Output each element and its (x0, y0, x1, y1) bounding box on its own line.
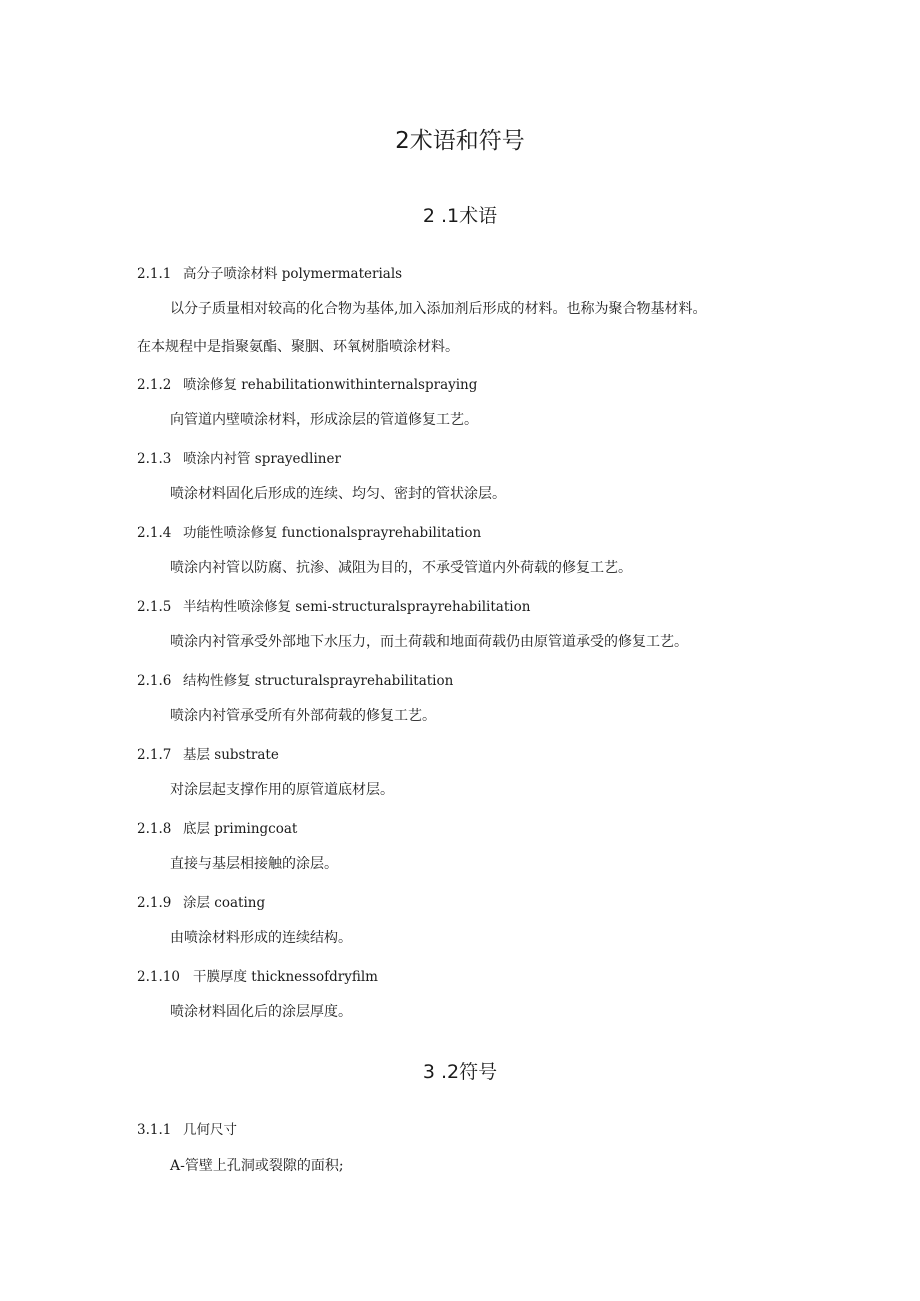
term-heading (137, 262, 402, 282)
term-definition: 喷涂材料固化后的涂层厚度。 (170, 1004, 352, 1020)
term-definition: 以分子质量相对较高的化合物为基体,加入添加剂后形成的材料。也称为聚合物基材料。 (170, 301, 707, 317)
section-title-terms: 2 .1术语 (422, 205, 498, 227)
term-label: 功能性喷涂修复 functionalsprayrehabilitation (183, 525, 482, 541)
term-definition: 对涂层起支撑作用的原管道底材层。 (170, 782, 394, 798)
term-number: 2.1.4 (137, 525, 172, 541)
term-number: 2.1.1 (137, 266, 172, 282)
term-label: 底层 primingcoat (183, 821, 298, 837)
term-number: 2.1.2 (137, 377, 172, 393)
term-heading (137, 891, 265, 911)
term-definition: 喷涂内衬管承受外部地下水压力，而土荷载和地面荷载仍由原管道承受的修复工艺。 (170, 634, 688, 650)
term-number: 2.1.10 (137, 969, 180, 985)
term-label: 干膜厚度 thicknessofdryfilm (193, 969, 378, 985)
term-definition: 喷涂内衬管承受所有外部荷载的修复工艺。 (170, 708, 436, 724)
term-number: 2.1.7 (137, 747, 172, 763)
term-heading (137, 669, 453, 689)
term-label: 高分子喷涂材料 polymermaterials (183, 266, 403, 282)
chapter-title: 2术语和符号 (395, 128, 525, 154)
term-definition: 向管道内壁喷涂材料，形成涂层的管道修复工艺。 (170, 412, 478, 428)
section-title-symbols: 3 .2符号 (422, 1061, 498, 1083)
term-number: 2.1.9 (137, 895, 172, 911)
term-number: 2.1.5 (137, 599, 172, 615)
term-number: 2.1.3 (137, 451, 172, 467)
term-heading (137, 595, 530, 615)
symbol-heading (137, 1118, 237, 1138)
term-heading (137, 373, 477, 393)
term-definition-continued: 在本规程中是指聚氨酯、聚胭、环氧树脂喷涂材料。 (137, 339, 459, 355)
term-heading (137, 743, 279, 763)
term-heading (137, 521, 481, 541)
symbol-item: A-管壁上孔洞或裂隙的面积; (170, 1158, 344, 1174)
term-definition: 直接与基层相接触的涂层。 (170, 856, 338, 872)
term-definition: 由喷涂材料形成的连续结构。 (170, 930, 352, 946)
term-label: 结构性修复 structuralsprayrehabilitation (183, 673, 454, 689)
symbol-label: 几何尺寸 (183, 1122, 237, 1138)
term-heading (137, 817, 297, 837)
term-label: 基层 substrate (183, 747, 279, 763)
term-label: 喷涂内衬管 sprayedliner (183, 451, 341, 467)
symbol-number: 3.1.1 (137, 1122, 172, 1138)
term-heading (137, 965, 378, 985)
term-heading (137, 447, 341, 467)
term-label: 半结构性喷涂修复 semi-structuralsprayrehabilitation (183, 599, 531, 615)
term-number: 2.1.8 (137, 821, 172, 837)
term-label: 涂层 coating (183, 895, 266, 911)
term-label: 喷涂修复 rehabilitationwithinternalspraying (183, 377, 478, 393)
term-definition: 喷涂内衬管以防腐、抗渗、减阻为目的，不承受管道内外荷载的修复工艺。 (170, 560, 632, 576)
term-number: 2.1.6 (137, 673, 172, 689)
term-definition: 喷涂材料固化后形成的连续、均匀、密封的管状涂层。 (170, 486, 506, 502)
